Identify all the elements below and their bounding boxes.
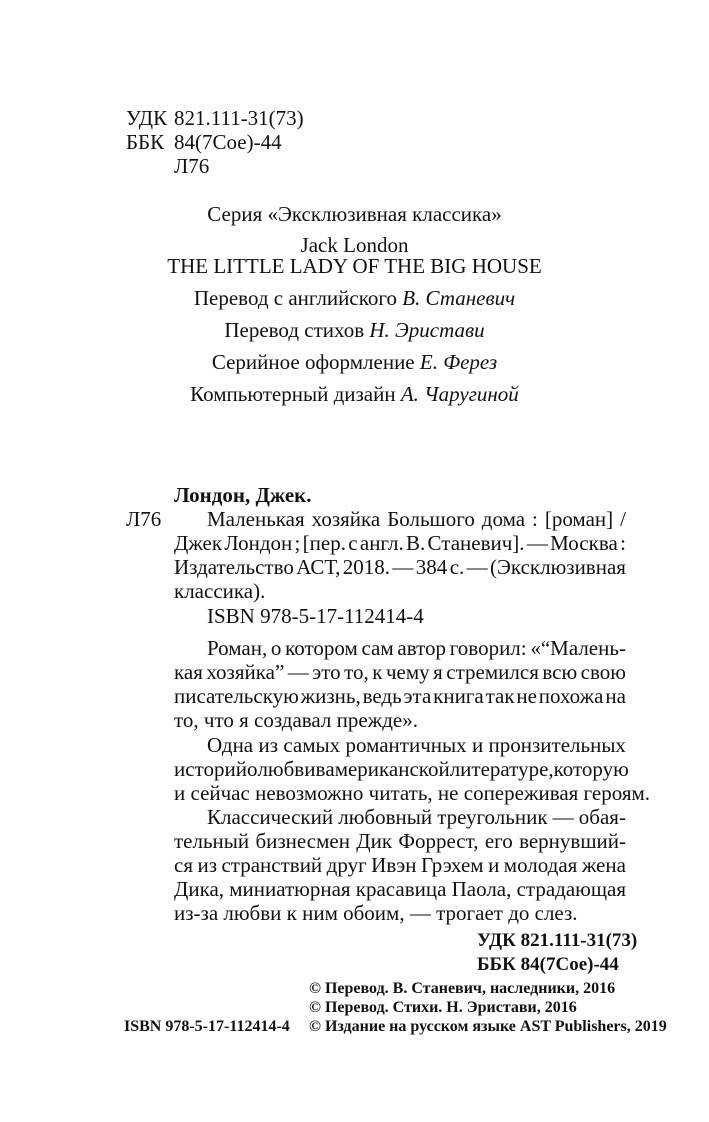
credit-role: Перевод стихов xyxy=(224,318,365,342)
udk-label: УДК xyxy=(126,106,168,130)
footer-udk: УДК 821.111-31(73) xyxy=(477,930,638,951)
bbk-value: 84(7Сое)-44 xyxy=(174,130,282,154)
annotation-p1-line-1: Роман, о котором сам автор говорил: «“Малень- xyxy=(207,636,626,660)
bib-sign: Л76 xyxy=(126,507,162,531)
annotation-p3-line-3: ся из странствий друг Ивэн Грэхем и молодая жена xyxy=(174,853,626,877)
annotation-p1-line-2: кая хозяйка” — это то, к чему я стремился всю свою xyxy=(174,660,626,684)
annotation-p3-line-1: Классический любовный треугольник — обая- xyxy=(207,805,626,829)
credit-poems xyxy=(0,318,709,342)
bib-line-3: Издательство АСТ, 2018. — 384 с. — (Эксклюзивная xyxy=(174,555,626,579)
copyright-line-2: © Перевод. Стихи. Н. Эристави, 2016 xyxy=(309,999,577,1016)
credit-role: Серийное оформление xyxy=(211,350,415,374)
credit-person: В. Станевич xyxy=(402,286,516,310)
copyright-line-3: © Издание на русском языке AST Publishers, 2019 xyxy=(309,1018,667,1035)
series-line: Серия «Эксклюзивная классика» xyxy=(207,202,502,226)
bib-line-1: Маленькая хозяйка Большого дома : [роман] / xyxy=(207,507,626,531)
credit-series-design xyxy=(0,350,709,374)
udk-value: 821.111-31(73) xyxy=(174,106,304,130)
credit-person: Е. Ферез xyxy=(419,350,498,374)
copyright-line-1: © Перевод. В. Станевич, наследники, 2016 xyxy=(309,980,616,997)
copyright-isbn: ISBN 978-5-17-112414-4 xyxy=(124,1018,290,1035)
annotation-p1-line-3: писательскую жизнь, ведь эта книга так не похожа на xyxy=(174,684,626,708)
credit-person: Н. Эристави xyxy=(369,318,485,342)
annotation-p3-line-2: тельный бизнесмен Дик Форрест, его вернувший- xyxy=(174,829,626,853)
credit-person: А. Чаругиной xyxy=(400,382,519,406)
bib-line-4: классика). xyxy=(174,579,266,603)
credit-translation xyxy=(0,286,709,310)
credit-role: Перевод с английского xyxy=(193,286,397,310)
annotation-p1-line-4: то, что я создавал прежде». xyxy=(174,708,418,732)
credit-computer-design xyxy=(0,382,709,406)
credit-role: Компьютерный дизайн xyxy=(190,382,396,406)
annotation-p2-line-1: Одна из самых романтичных и пронзительных xyxy=(207,733,626,757)
original-author: Jack London xyxy=(300,233,409,257)
annotation-p3-line-5: из-за любви к ним обоим, — трогает до слез. xyxy=(174,901,578,925)
bib-heading: Лондон, Джек. xyxy=(174,483,312,507)
footer-bbk: ББК 84(7Сое)-44 xyxy=(477,954,619,975)
original-title: THE LITTLE LADY OF THE BIG HOUSE xyxy=(167,254,542,278)
bib-isbn: ISBN 978-5-17-112414-4 xyxy=(207,604,424,628)
bib-line-2: Джек Лондон ; [пер. с англ. В. Станевич]. — Москва : xyxy=(174,531,626,555)
annotation-p2-line-2: историй о любви в американской литературе, которую xyxy=(174,757,629,781)
author-sign: Л76 xyxy=(174,154,210,178)
annotation-p3-line-4: Дика, миниатюрная красавица Паола, страдающая xyxy=(174,877,626,901)
bbk-label: ББК xyxy=(126,130,165,154)
annotation-p2-line-3: и сейчас невозможно читать, не сопереживая героям. xyxy=(174,781,651,805)
